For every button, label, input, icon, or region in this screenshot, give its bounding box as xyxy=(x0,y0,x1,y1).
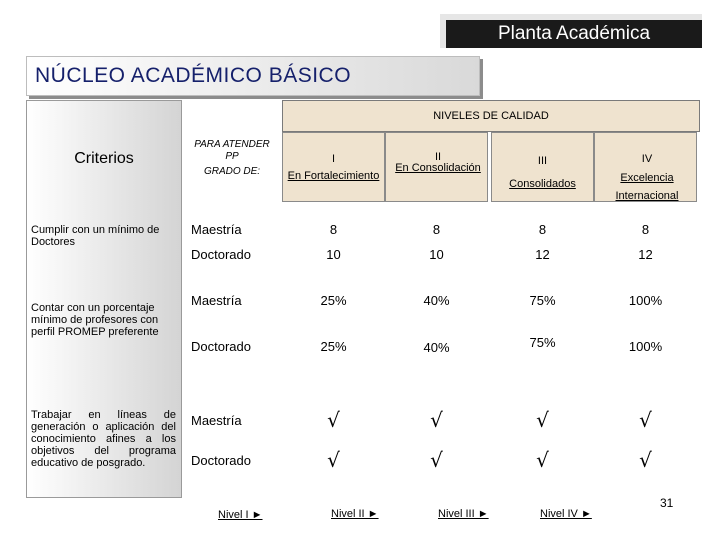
criterion-promep: Contar con un porcentaje mínimo de profesores con perfil PROMEP preferente xyxy=(31,302,159,338)
para-atender-label: PARA ATENDER PP xyxy=(194,139,270,162)
level-name[interactable]: Consolidados xyxy=(509,178,576,190)
core-title: NÚCLEO ACADÉMICO BÁSICO xyxy=(26,56,480,96)
level-name[interactable]: En Fortalecimiento xyxy=(287,170,380,182)
grade-label: Maestría xyxy=(191,293,242,308)
check-mark: √ xyxy=(327,408,340,432)
value-cell: 8 xyxy=(641,222,650,237)
value-cell: 75% xyxy=(529,335,556,350)
value-cell: 75% xyxy=(529,293,556,308)
value-cell: 8 xyxy=(538,222,547,237)
level-roman: III xyxy=(537,155,548,167)
check-mark: √ xyxy=(639,408,652,432)
value-cell: 100% xyxy=(628,293,663,308)
levels-header: NIVELES DE CALIDAD xyxy=(282,100,700,132)
level-roman: II xyxy=(434,151,442,163)
slide-title: Planta Académica xyxy=(440,14,702,48)
check-mark: √ xyxy=(430,448,443,472)
value-cell: 8 xyxy=(432,222,441,237)
criterios-label: Criterios xyxy=(74,150,134,167)
check-mark: √ xyxy=(327,448,340,472)
nav-link-nivel-4[interactable]: Nivel IV ► xyxy=(540,508,592,520)
nav-link-nivel-2[interactable]: Nivel II ► xyxy=(331,508,379,520)
value-cell: 25% xyxy=(320,293,347,308)
value-cell: 10 xyxy=(429,247,444,262)
grade-label: Maestría xyxy=(191,413,242,428)
level-name[interactable]: En Consolidación xyxy=(395,162,481,174)
value-cell: 40% xyxy=(423,293,450,308)
page-number: 31 xyxy=(660,496,674,510)
value-cell: 10 xyxy=(326,247,341,262)
value-cell: 100% xyxy=(628,339,663,354)
level-col-1 xyxy=(282,132,385,202)
check-mark: √ xyxy=(536,408,549,432)
level-name[interactable]: Excelencia Internacional xyxy=(615,172,679,202)
grade-label: Maestría xyxy=(191,222,242,237)
check-mark: √ xyxy=(536,448,549,472)
value-cell: 12 xyxy=(535,247,550,262)
level-roman: I xyxy=(331,153,336,165)
value-cell: 12 xyxy=(638,247,653,262)
value-cell: 25% xyxy=(320,339,347,354)
nav-link-nivel-3[interactable]: Nivel III ► xyxy=(438,508,489,520)
grado-de-label: GRADO DE: xyxy=(203,166,261,177)
value-cell: 40% xyxy=(423,340,450,355)
criterion-lineas: Trabajar en líneas de generación o aplicación del conocimiento afines a los objetivos del programa educativo de posgrado. xyxy=(31,409,176,469)
check-mark: √ xyxy=(430,408,443,432)
check-mark: √ xyxy=(639,448,652,472)
nav-link-nivel-1[interactable]: Nivel I ► xyxy=(218,509,263,521)
value-cell: 8 xyxy=(329,222,338,237)
grade-label: Doctorado xyxy=(191,339,251,354)
grade-label: Doctorado xyxy=(191,453,251,468)
level-roman: IV xyxy=(641,153,653,165)
grade-label: Doctorado xyxy=(191,247,251,262)
criterion-doctores: Cumplir con un mínimo de Doctores xyxy=(31,224,160,248)
